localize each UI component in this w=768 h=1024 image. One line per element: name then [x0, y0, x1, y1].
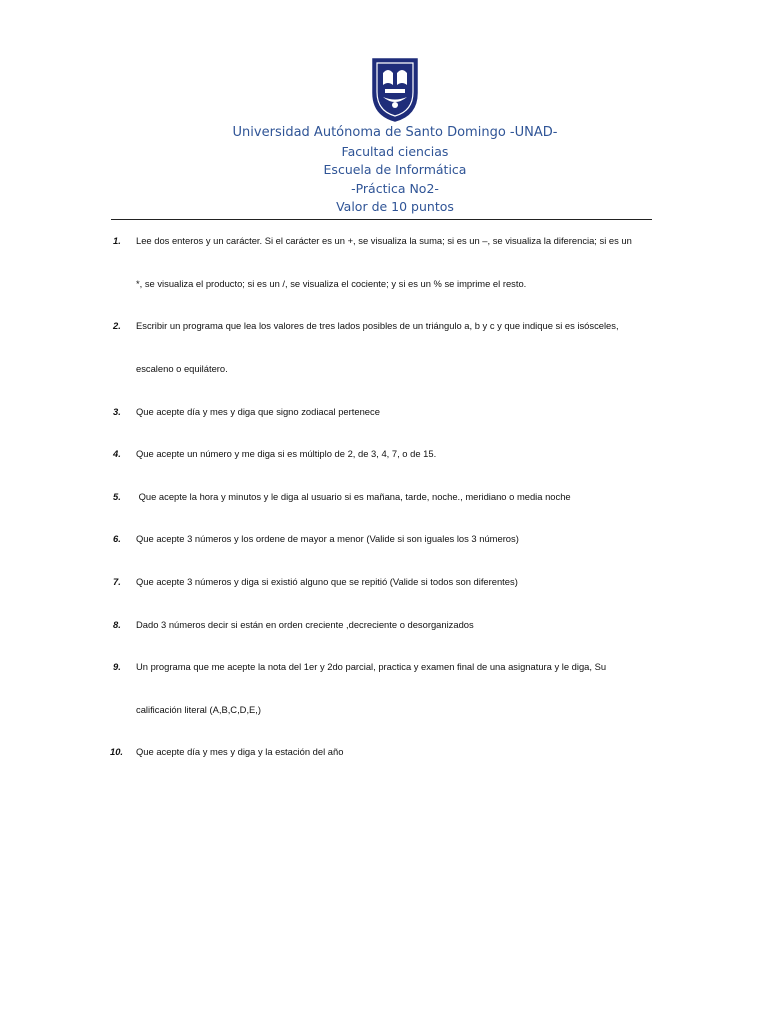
- item-text: Que acepte día y mes y diga y la estación del año: [136, 746, 344, 757]
- item-number: 10.: [110, 746, 124, 757]
- item-text: Que acepte un número y me diga si es múltiplo de 2, de 3, 4, 7, o de 15.: [136, 448, 437, 459]
- item-text: Que acepte día y mes y diga que signo zodiacal pertenece: [136, 406, 380, 417]
- item-number: 9.: [113, 661, 121, 672]
- item-text: Lee dos enteros y un carácter. Si el carácter es un +, se visualiza la suma; si es un –, se visualiza la diferencia; si es un: [136, 235, 632, 246]
- faculty-name: Facultad ciencias: [341, 143, 449, 159]
- document-header: [0, 124, 768, 217]
- item-text-continuation: escaleno o equilátero.: [136, 363, 228, 374]
- item-number: 8.: [113, 619, 121, 630]
- item-text: Dado 3 números decir si están en orden creciente ,decreciente o desorganizados: [136, 619, 474, 630]
- school-name: Escuela de Informática: [323, 162, 467, 177]
- item-number: 2.: [113, 320, 121, 331]
- university-name: Universidad Autónoma de Santo Domingo -UNAD-: [232, 125, 558, 140]
- item-text: Que acepte la hora y minutos y le diga al usuario si es mañana, tarde, noche., meridiano o media noche: [136, 491, 571, 502]
- university-seal-icon: [369, 55, 421, 123]
- item-text-continuation: *, se visualiza el producto; si es un /, se visualiza el cociente; y si es un % se imprime el resto.: [136, 278, 527, 289]
- item-number: 7.: [113, 576, 121, 587]
- practice-title: -Práctica No2-: [351, 180, 439, 196]
- item-number: 5.: [113, 491, 121, 502]
- header-divider: [111, 219, 652, 220]
- item-number: 1.: [113, 235, 121, 246]
- item-number: 4.: [113, 448, 121, 459]
- item-text-continuation: calificación literal (A,B,C,D,E,): [136, 704, 262, 715]
- item-number: 6.: [113, 533, 121, 544]
- item-text: Un programa que me acepte la nota del 1er y 2do parcial, practica y examen final de una asignatura y le diga, Su: [136, 661, 607, 672]
- item-text: Escribir un programa que lea los valores de tres lados posibles de un triángulo a, b y c y que indique si es isósceles,: [136, 320, 619, 331]
- item-number: 3.: [113, 406, 121, 417]
- points-value: Valor de 10 puntos: [336, 199, 454, 214]
- item-text: Que acepte 3 números y diga si existió alguno que se repitió (Valide si todos son diferentes): [136, 576, 518, 587]
- item-text: Que acepte 3 números y los ordene de mayor a menor (Valide si son iguales los 3 números): [136, 533, 519, 544]
